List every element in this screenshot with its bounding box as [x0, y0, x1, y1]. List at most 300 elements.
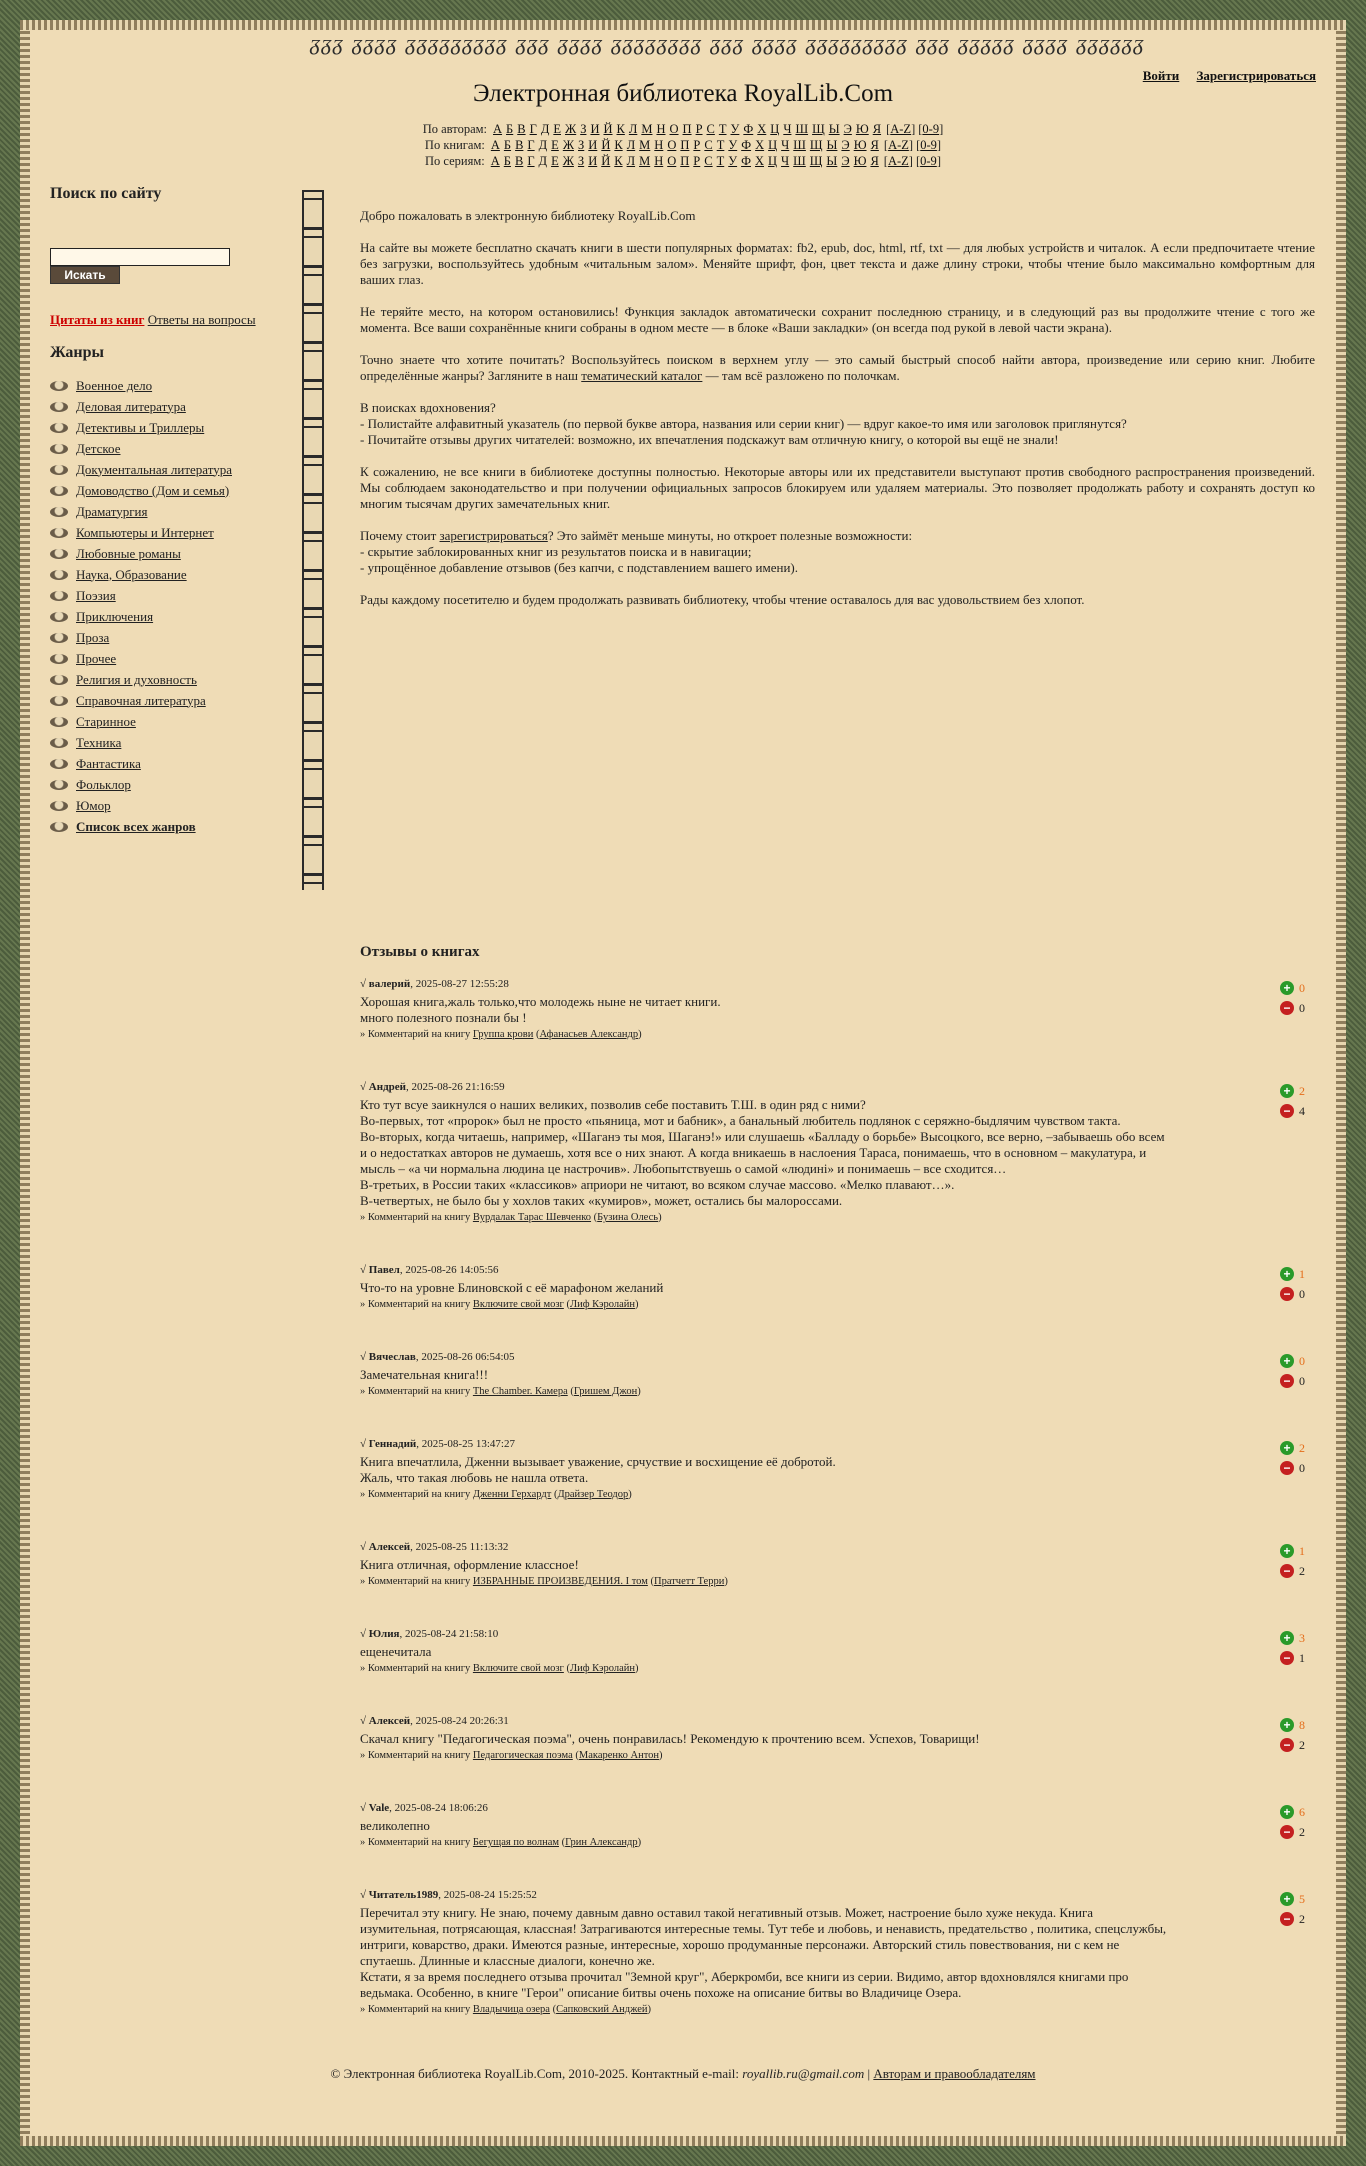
vote-down[interactable] — [1280, 1648, 1315, 1668]
comment-prefix: » Комментарий на книгу — [360, 1837, 471, 1848]
alphabet-letter[interactable]: Й — [601, 138, 611, 152]
alphabet-letter[interactable]: Я — [872, 122, 882, 136]
alphabet-letter[interactable]: А — [490, 154, 500, 168]
alphabet-bracket: [0-9] — [915, 154, 941, 168]
alphabet-letter[interactable]: Е — [551, 138, 559, 152]
review-author[interactable]: Павел — [368, 1264, 400, 1276]
review-author[interactable]: Андрей — [368, 1081, 406, 1093]
vote-down[interactable] — [1280, 1822, 1315, 1842]
alphabet-letter[interactable]: Р — [695, 122, 703, 136]
alphabet-letter[interactable]: У — [728, 154, 738, 168]
review-comment-line: » Комментарий на книгу Владычица озера (Сапковский Анджей) — [360, 2004, 652, 2015]
review-book-link[interactable]: Педагогическая поэма — [472, 1750, 573, 1761]
review-text: великолепно — [360, 1818, 430, 1833]
review-author[interactable]: Читатель1989 — [368, 1889, 439, 1901]
alphabet-letter[interactable]: А — [490, 138, 500, 152]
alphabet-letter[interactable]: Ч — [781, 154, 790, 168]
welcome-p4-b: — там всё разложено по полочкам. — [702, 368, 900, 383]
alphabet-letter[interactable]: К — [614, 138, 623, 152]
vote-up[interactable] — [1280, 1264, 1315, 1284]
vote-down[interactable] — [1280, 1371, 1315, 1391]
alphabet-letter[interactable]: Ц — [768, 154, 778, 168]
alphabet-letter[interactable]: Ж — [562, 154, 574, 168]
book-icon — [50, 486, 68, 496]
vote-up[interactable] — [1280, 1541, 1315, 1561]
review-book-author-link[interactable]: Лиф Кэролайн — [569, 1299, 636, 1310]
alphabet-letter[interactable]: З — [578, 138, 585, 152]
book-icon — [50, 612, 68, 622]
review-author[interactable]: Вячеслав — [368, 1351, 416, 1363]
book-icon — [50, 780, 68, 790]
review-book-link[interactable]: Владычица озера — [472, 2004, 550, 2015]
review-book-link[interactable]: ИЗБРАННЫЕ ПРОИЗВЕДЕНИЯ. I том — [472, 1576, 648, 1587]
review-votes — [1280, 1889, 1315, 1929]
catalog-link[interactable]: тематический каталог — [581, 368, 703, 383]
genre-link[interactable]: Военное дело — [76, 377, 153, 393]
alphabet-letter[interactable]: Ж — [562, 138, 575, 152]
plus-icon[interactable]: + — [1280, 1084, 1294, 1098]
alphabet-letter[interactable]: Н — [654, 154, 664, 168]
comment-prefix: » Комментарий на книгу — [360, 1489, 471, 1500]
genre-item[interactable] — [50, 375, 232, 396]
alphabet-letter[interactable]: Ы — [828, 122, 840, 136]
alphabet-letter[interactable]: П — [682, 122, 692, 136]
plus-icon[interactable]: + — [1280, 1354, 1294, 1368]
alphabet-letter[interactable]: Ф — [741, 154, 751, 168]
vote-up[interactable] — [1280, 1889, 1315, 1909]
vote-down-count: 0 — [1299, 1000, 1305, 1015]
alphabet-letter[interactable]: Г — [527, 154, 535, 168]
book-icon — [50, 423, 68, 433]
alphabet-letter[interactable]: Х — [754, 154, 765, 168]
review-author[interactable]: Юлия — [368, 1628, 400, 1640]
genre-item[interactable] — [50, 522, 232, 543]
alphabet-letter[interactable]: У — [730, 122, 740, 136]
alphabet-label: По сериям: — [425, 154, 485, 168]
rightsholders-link[interactable]: Авторам и правообладателям — [873, 2066, 1036, 2081]
genre-link[interactable]: Юмор — [76, 797, 111, 813]
vote-up[interactable] — [1280, 1715, 1315, 1735]
alphabet-letter[interactable]: П — [680, 138, 690, 152]
alphabet-latin-link[interactable]: A-Z — [887, 154, 909, 168]
genre-item[interactable] — [50, 795, 232, 816]
genres-list — [50, 375, 232, 837]
minus-icon[interactable]: − — [1280, 1912, 1294, 1926]
review-item — [360, 1264, 1315, 1310]
genre-link[interactable]: Любовные романы — [76, 545, 181, 561]
vote-down-count: 1 — [1299, 1650, 1305, 1665]
book-icon — [50, 528, 68, 538]
genre-item[interactable] — [50, 627, 232, 648]
alphabet-letter[interactable]: С — [706, 122, 715, 136]
alphabet-letter[interactable]: Ш — [795, 122, 809, 136]
review-meta: √ Вячеслав, 2025-08-26 06:54:05 — [360, 1351, 515, 1363]
alphabet-letter[interactable]: О — [667, 154, 677, 168]
footer-sep: | — [864, 2066, 874, 2081]
review-book-author-link[interactable]: Сапковский Анджей — [556, 2004, 648, 2015]
review-date: 2025-08-27 12:55:28 — [415, 978, 509, 990]
auth-links — [1129, 68, 1316, 84]
alphabet-letter[interactable]: Р — [693, 138, 701, 152]
search-input[interactable] — [50, 248, 230, 266]
review-meta: √ Геннадий, 2025-08-25 13:47:27 — [360, 1438, 515, 1450]
minus-icon[interactable]: − — [1280, 1564, 1294, 1578]
minus-icon[interactable]: − — [1280, 1461, 1294, 1475]
review-book-link[interactable]: Включите свой мозг — [472, 1663, 564, 1674]
review-book-link[interactable]: Включите свой мозг — [472, 1299, 564, 1310]
genre-item[interactable] — [50, 690, 232, 711]
genre-item[interactable] — [50, 480, 232, 501]
vote-down-count: 0 — [1299, 1373, 1305, 1388]
vote-up[interactable] — [1280, 1802, 1315, 1822]
genre-item[interactable] — [50, 417, 232, 438]
plus-icon[interactable]: + — [1280, 981, 1294, 995]
alphabet-letter[interactable]: М — [639, 138, 651, 152]
plus-icon[interactable]: + — [1280, 1805, 1294, 1819]
vote-down-count: 0 — [1299, 1460, 1305, 1475]
plus-icon[interactable]: + — [1280, 1267, 1294, 1281]
welcome-p5-3: - Почитайте отзывы других читателей: возможно, их впечатления подскажут вам отличную книгу, о которой вы ещё не знали! — [360, 432, 1059, 447]
register-inline-link[interactable]: зарегистрироваться — [439, 528, 548, 543]
alphabet-letter[interactable]: Ч — [783, 122, 792, 136]
alphabet-letter[interactable]: Л — [626, 138, 636, 152]
review-author[interactable]: Алексей — [368, 1541, 411, 1553]
vote-down[interactable] — [1280, 998, 1315, 1018]
vote-down[interactable] — [1280, 1561, 1315, 1581]
genre-link[interactable]: Детективы и Триллеры — [76, 419, 205, 435]
alphabet-letter[interactable]: Щ — [812, 122, 825, 136]
welcome-p3: Не теряйте место, на котором остановились! Функция закладок автоматически сохранит последнюю страницу, и в следующий раз вы продолжите чтение с того же момента. Все ваши сохранённые книги собраны в одном месте — в блоке «Ваши закладки» (он всегда под рукой в левой части экрана). — [360, 304, 1315, 335]
alphabet-bracket: [0-9] — [916, 138, 942, 152]
minus-icon[interactable]: − — [1280, 1825, 1294, 1839]
alphabet-letter[interactable]: Л — [626, 154, 636, 168]
minus-icon[interactable]: − — [1280, 1287, 1294, 1301]
alphabet-letter[interactable]: Б — [506, 122, 514, 136]
review-book-link[interactable]: Группа крови — [472, 1029, 534, 1040]
alphabet-letter[interactable]: В — [517, 122, 526, 136]
alphabet-letter[interactable]: В — [514, 154, 524, 168]
alphabet-letter[interactable]: Ч — [781, 138, 790, 152]
review-book-author-link[interactable]: Макаренко Антон — [578, 1750, 660, 1761]
sidebar-links — [50, 312, 256, 328]
review-book-link[interactable]: Бегущая по волнам — [472, 1837, 559, 1848]
alphabet-letter[interactable]: Т — [716, 154, 725, 168]
book-icon — [50, 444, 68, 454]
alphabet-letter[interactable]: Ы — [826, 138, 838, 152]
book-icon — [50, 465, 68, 475]
alphabet-letter[interactable]: Д — [538, 154, 548, 168]
genre-link[interactable]: Поэзия — [76, 587, 116, 603]
search-button[interactable]: Искать — [50, 266, 120, 284]
review-book-author-link[interactable]: Грин Александр — [565, 1837, 638, 1848]
site-logo[interactable]: ᵹᵹᵹ ᵹᵹᵹᵹ ᵹᵹᵹᵹᵹᵹᵹᵹᵹ ᵹᵹᵹ ᵹᵹᵹᵹ ᵹᵹᵹᵹᵹᵹᵹᵹ ᵹᵹᵹ ᵹᵹᵹᵹ ᵹᵹᵹᵹᵹᵹᵹᵹᵹ ᵹᵹᵹ ᵹᵹᵹᵹᵹ ᵹᵹᵹᵹ ᵹᵹᵹᵹᵹᵹ — [310, 31, 1145, 56]
alphabet-letter[interactable]: Ц — [768, 138, 778, 152]
alphabet-letter[interactable]: Ю — [853, 138, 867, 152]
review-author[interactable]: валерий — [368, 978, 411, 990]
alphabet-series — [0, 154, 1366, 169]
alphabet-letter[interactable]: И — [588, 154, 598, 168]
genre-link[interactable]: Драматургия — [76, 503, 148, 519]
review-item — [360, 1438, 1315, 1500]
alphabet-letter[interactable]: М — [641, 122, 653, 136]
genre-item[interactable] — [50, 774, 232, 795]
review-comment-line: » Комментарий на книгу Вурдалак Тарас Шевченко (Бузина Олесь) — [360, 1212, 662, 1223]
vote-down[interactable] — [1280, 1458, 1315, 1478]
alphabet-letter[interactable]: А — [493, 122, 503, 136]
alphabet-letter[interactable]: У — [728, 138, 738, 152]
vote-up-count: 1 — [1299, 1266, 1305, 1281]
comment-prefix: » Комментарий на книгу — [360, 1750, 471, 1761]
site-title: Электронная библиотека RoyalLib.Com — [472, 80, 894, 107]
comment-prefix: » Комментарий на книгу — [360, 1029, 471, 1040]
review-book-link[interactable]: The Chamber. Камера — [472, 1386, 568, 1397]
vote-up[interactable] — [1280, 1081, 1315, 1101]
welcome-p5 — [360, 400, 1315, 448]
alphabet-letter[interactable]: Х — [757, 122, 767, 136]
genre-item[interactable] — [50, 816, 232, 837]
review-book-author-link[interactable]: Бузина Олесь — [597, 1212, 659, 1223]
review-book-author-link[interactable]: Афанасьев Александр — [539, 1029, 639, 1040]
vote-up[interactable] — [1280, 1438, 1315, 1458]
alphabet-letter[interactable]: Ж — [564, 122, 577, 136]
review-text: Замечательная книга!!! — [360, 1367, 489, 1382]
alphabet-letter[interactable]: Ю — [853, 154, 867, 168]
genre-item[interactable] — [50, 669, 232, 690]
alphabet-letter[interactable]: С — [704, 138, 713, 152]
review-date: 2025-08-24 15:25:52 — [443, 1889, 537, 1901]
plus-icon[interactable]: + — [1280, 1544, 1294, 1558]
welcome-p7-3: - упрощённое добавление отзывов (без капчи, с подставлением вашего имени). — [360, 560, 799, 575]
alphabet-letter[interactable]: З — [577, 154, 585, 168]
genre-item[interactable] — [50, 438, 232, 459]
alphabet-letter[interactable]: Й — [603, 122, 613, 136]
review-book-link[interactable]: Дженни Герхардт — [472, 1489, 552, 1500]
book-icon — [50, 549, 68, 559]
review-comment-line: » Комментарий на книгу The Chamber. Камера (Гришем Джон) — [360, 1386, 641, 1397]
plus-icon[interactable]: + — [1280, 1441, 1294, 1455]
register-link[interactable]: Зарегистрироваться — [1196, 68, 1316, 83]
minus-icon[interactable]: − — [1280, 1104, 1294, 1118]
alphabet-letter[interactable]: О — [669, 122, 679, 136]
genre-link[interactable]: Деловая литература — [76, 398, 186, 414]
alphabet-digits-link[interactable]: 0-9 — [920, 154, 937, 168]
genre-link[interactable]: Фантастика — [76, 755, 141, 771]
alphabet-letter[interactable]: К — [614, 154, 623, 168]
alphabet-letter[interactable]: Е — [551, 154, 559, 168]
review-book-author-link[interactable]: Лиф Кэролайн — [569, 1663, 636, 1674]
review-meta: √ Читатель1989, 2025-08-24 15:25:52 — [360, 1889, 537, 1901]
alphabet-letter[interactable]: Й — [601, 154, 611, 168]
genre-link[interactable]: Техника — [76, 734, 122, 750]
review-votes — [1280, 1264, 1315, 1304]
alphabet-letter[interactable]: Г — [527, 138, 535, 152]
alphabet-letter[interactable]: Д — [540, 122, 550, 136]
genre-link[interactable]: Домоводство (Дом и семья) — [76, 482, 230, 498]
alphabet-letter[interactable]: Т — [718, 122, 727, 136]
vote-up[interactable] — [1280, 978, 1315, 998]
alphabet-letter[interactable]: Я — [870, 154, 879, 168]
review-text: Что-то на уровне Блиновской с её марафоном желаний — [360, 1280, 664, 1295]
minus-icon[interactable]: − — [1280, 1651, 1294, 1665]
alphabet-letter[interactable]: Ш — [793, 138, 806, 152]
search-section — [50, 185, 300, 203]
alphabet-letter[interactable]: Щ — [809, 138, 823, 152]
alphabet-letter[interactable]: М — [639, 154, 651, 168]
plus-icon[interactable]: + — [1280, 1892, 1294, 1906]
review-author[interactable]: Vale — [368, 1802, 390, 1814]
book-icon — [50, 381, 68, 391]
review-author[interactable]: Геннадий — [368, 1438, 417, 1450]
review-book-author-link[interactable]: Пратчетт Терри — [653, 1576, 725, 1587]
genre-item[interactable] — [50, 753, 232, 774]
alphabet-books — [0, 138, 1366, 153]
review-text: Перечитал эту книгу. Не знаю, почему давным давно оставил такой негативный отзыв. Может, настроение было хуже некуда. Книга изумительная, потрясающая, классная! Затрагиваются интересные темы. Тут тебе и любовь, и ненависть, предательство , политика, спецслужбы, интриги, коварство, драки. Имеются разные, интересные, хорошо продуманные персонажи. Авторский стиль повествования, ни с кем не спутаешь. Длинные и классные диалоги, конечно же. Кстати, я за время последнего отзыва прочитал "Земной круг", Аберкромби, все книги из серии. Видимо, автор вдохновлялся книгами про ведьмака. Особенно, в книге "Герои" описание битвы очень похоже на описание битвы во Владичице Озера. — [360, 1905, 1167, 2000]
alphabet-letter[interactable]: Т — [716, 138, 725, 152]
alphabet-letter[interactable]: Е — [553, 122, 561, 136]
alphabet-letter[interactable]: Ф — [743, 122, 754, 136]
book-icon — [50, 801, 68, 811]
genre-link[interactable]: Справочная литература — [76, 692, 206, 708]
alphabet-letter[interactable]: Г — [529, 122, 537, 136]
alphabet-letter[interactable]: Х — [755, 138, 765, 152]
alphabet-letter[interactable]: Д — [538, 138, 548, 152]
genre-item[interactable] — [50, 648, 232, 669]
alphabet-letter[interactable]: Л — [628, 122, 638, 136]
review-date: 2025-08-25 13:47:27 — [421, 1438, 515, 1450]
vote-up-count: 2 — [1299, 1440, 1305, 1455]
genre-link[interactable]: Проза — [76, 629, 110, 645]
review-book-link[interactable]: Вурдалак Тарас Шевченко — [472, 1212, 592, 1223]
alphabet-digits-link[interactable]: 0-9 — [922, 122, 940, 136]
comment-prefix: » Комментарий на книгу — [360, 1663, 471, 1674]
genre-item[interactable] — [50, 459, 232, 480]
alphabet-digits-link[interactable]: 0-9 — [920, 138, 937, 152]
alphabet-letter[interactable]: Р — [693, 154, 701, 168]
genre-link[interactable]: Старинное — [76, 713, 136, 729]
minus-icon[interactable]: − — [1280, 1738, 1294, 1752]
alphabet-letter[interactable]: Н — [654, 138, 664, 152]
plus-icon[interactable]: + — [1280, 1631, 1294, 1645]
alphabet-letter[interactable]: Н — [656, 122, 666, 136]
review-comment-line: » Комментарий на книгу Включите свой мозг (Лиф Кэролайн) — [360, 1299, 639, 1310]
quotes-link[interactable]: Цитаты из книг — [50, 312, 145, 327]
welcome-p4-a: Точно знаете что хотите почитать? Воспользуйтесь поиском в верхнем углу — это самый быстрый способ найти автора, произведение или серию книг. Любите определённые жанры? Загляните в наш — [360, 352, 1315, 383]
alphabet-latin-link[interactable]: A-Z — [890, 122, 912, 136]
qa-link[interactable]: Ответы на вопросы — [147, 312, 256, 327]
welcome-p2: На сайте вы можете бесплатно скачать книги в шести популярных форматах: fb2, epub, doc, html, rtf, txt — для любых устройств и читалок. А если предпочитаете чтение без загрузки, воспользуйтесь удобным «читальным залом». Меняйте шрифт, фон, цвет текста и даже длину строки, чтобы чтение было максимально комфортным для ваших глаз. — [360, 240, 1315, 287]
genre-link[interactable]: Список всех жанров — [76, 818, 196, 834]
genre-link[interactable]: Документальная литература — [76, 461, 232, 477]
welcome-p7-a: Почему стоит — [360, 528, 440, 543]
alphabet-letter[interactable]: Ш — [793, 154, 806, 168]
welcome-p5-2: - Полистайте алфавитный указатель (по первой букве автора, названия или серии книг) — вдруг какое-то имя или заголовок приглянутся? — [360, 416, 1127, 431]
vote-down[interactable] — [1280, 1101, 1315, 1121]
vote-down-count: 2 — [1299, 1563, 1305, 1578]
genre-link[interactable]: Религия и духовность — [76, 671, 197, 687]
alphabet-letter[interactable]: Ы — [826, 154, 838, 168]
genre-item[interactable] — [50, 501, 232, 522]
genre-link[interactable]: Прочее — [76, 650, 117, 666]
book-icon — [50, 570, 68, 580]
book-icon — [50, 591, 68, 601]
alphabet-letter[interactable]: Ц — [770, 122, 780, 136]
vote-up-count: 0 — [1299, 980, 1305, 995]
genre-item[interactable] — [50, 606, 232, 627]
review-date: 2025-08-24 21:58:10 — [405, 1628, 499, 1640]
genre-link[interactable]: Наука, Образование — [76, 566, 187, 582]
welcome-text — [360, 208, 1315, 624]
review-comment-line: » Комментарий на книгу Группа крови (Афанасьев Александр) — [360, 1029, 642, 1040]
alphabet-letter[interactable]: П — [680, 154, 690, 168]
login-link[interactable]: Войти — [1142, 68, 1180, 83]
review-comment-line: » Комментарий на книгу Дженни Герхардт (Драйзер Теодор) — [360, 1489, 632, 1500]
review-date: 2025-08-26 06:54:05 — [421, 1351, 515, 1363]
genre-item[interactable] — [50, 585, 232, 606]
vote-up-count: 6 — [1299, 1804, 1305, 1819]
alphabet-letter[interactable]: Я — [870, 138, 879, 152]
alphabet-letter[interactable]: Э — [841, 154, 850, 168]
review-item — [360, 978, 1315, 1040]
left-ornament — [20, 20, 30, 2146]
genre-link[interactable]: Детское — [76, 440, 121, 456]
genre-item[interactable] — [50, 732, 232, 753]
alphabet-letter[interactable]: Э — [841, 138, 850, 152]
alphabet-letter[interactable]: Ф — [741, 138, 752, 152]
genre-link[interactable]: Компьютеры и Интернет — [76, 524, 214, 540]
alphabet-letter[interactable]: Э — [843, 122, 852, 136]
genre-item[interactable] — [50, 396, 232, 417]
vote-down[interactable] — [1280, 1284, 1315, 1304]
genre-item[interactable] — [50, 543, 232, 564]
comment-prefix: » Комментарий на книгу — [360, 1576, 471, 1587]
genre-item[interactable] — [50, 711, 232, 732]
vote-down[interactable] — [1280, 1735, 1315, 1755]
vote-up-count: 8 — [1299, 1717, 1305, 1732]
alphabet-letter[interactable]: Ю — [855, 122, 869, 136]
review-book-author-link[interactable]: Драйзер Теодор — [557, 1489, 629, 1500]
plus-icon[interactable]: + — [1280, 1718, 1294, 1732]
welcome-p7-b: ? Это займёт меньше минуты, но откроет полезные возможности: — [547, 528, 913, 543]
review-author[interactable]: Алексей — [368, 1715, 411, 1727]
alphabet-latin-link[interactable]: A-Z — [888, 138, 909, 152]
review-text: Хорошая книга,жаль только,что молодежь ныне не читает книги. много полезного познали бы ! — [360, 994, 721, 1025]
review-date: 2025-08-24 18:06:26 — [394, 1802, 488, 1814]
alphabet-letter[interactable]: Щ — [809, 154, 823, 168]
alphabet-letter[interactable]: И — [590, 122, 600, 136]
book-icon — [50, 633, 68, 643]
comment-prefix: » Комментарий на книгу — [360, 1386, 471, 1397]
genre-link[interactable]: Приключения — [76, 608, 154, 624]
vote-up[interactable] — [1280, 1628, 1315, 1648]
vote-down[interactable] — [1280, 1909, 1315, 1929]
minus-icon[interactable]: − — [1280, 1374, 1294, 1388]
book-icon — [50, 507, 68, 517]
vote-up[interactable] — [1280, 1351, 1315, 1371]
alphabet-letter[interactable]: Б — [503, 138, 512, 152]
minus-icon[interactable]: − — [1280, 1001, 1294, 1015]
alphabet-letter[interactable]: Б — [503, 154, 511, 168]
alphabet-letter[interactable]: З — [580, 122, 587, 136]
genre-link[interactable]: Фольклор — [76, 776, 131, 792]
alphabet-letter[interactable]: С — [704, 154, 713, 168]
alphabet-letter[interactable]: К — [616, 122, 625, 136]
alphabet-letter[interactable]: И — [588, 138, 598, 152]
genre-item[interactable] — [50, 564, 232, 585]
alphabet-letter[interactable]: В — [515, 138, 524, 152]
alphabet-letter[interactable]: О — [667, 138, 677, 152]
review-book-author-link[interactable]: Гришем Джон — [573, 1386, 638, 1397]
review-text: Кто тут всуе заикнулся о наших великих, позволив себе поставить Т.Ш. в один ряд с ними? Во-первых, тот «пророк» был не просто «пьяница, мот и бабник», а банальный любитель подлянок с серяжно-быдлячим чувством такта. Во-вторых, когда читаешь, например, «Шаганэ ты моя, Шаганэ!» или слушаешь «Балладу о борьбе» Высоцкого, все верно, –забываешь обо всем и о недостатках авторов не думаешь, хотя все о них знают. А когда вникаешь в наслоения Тараса, понимаешь, что в основном – макулатура, и мысль – «а чи нормальна людина це настрочив». Любопытствуешь о самой «людині» и понимаешь – все сходится… В-третьих, в России таких «классиков» априори не читают, во всяком случае массово. «Мелко плавают…». В-четвертых, не было бы у хохлов таких «кумиров», может, остались бы малороссами. — [360, 1097, 1165, 1208]
